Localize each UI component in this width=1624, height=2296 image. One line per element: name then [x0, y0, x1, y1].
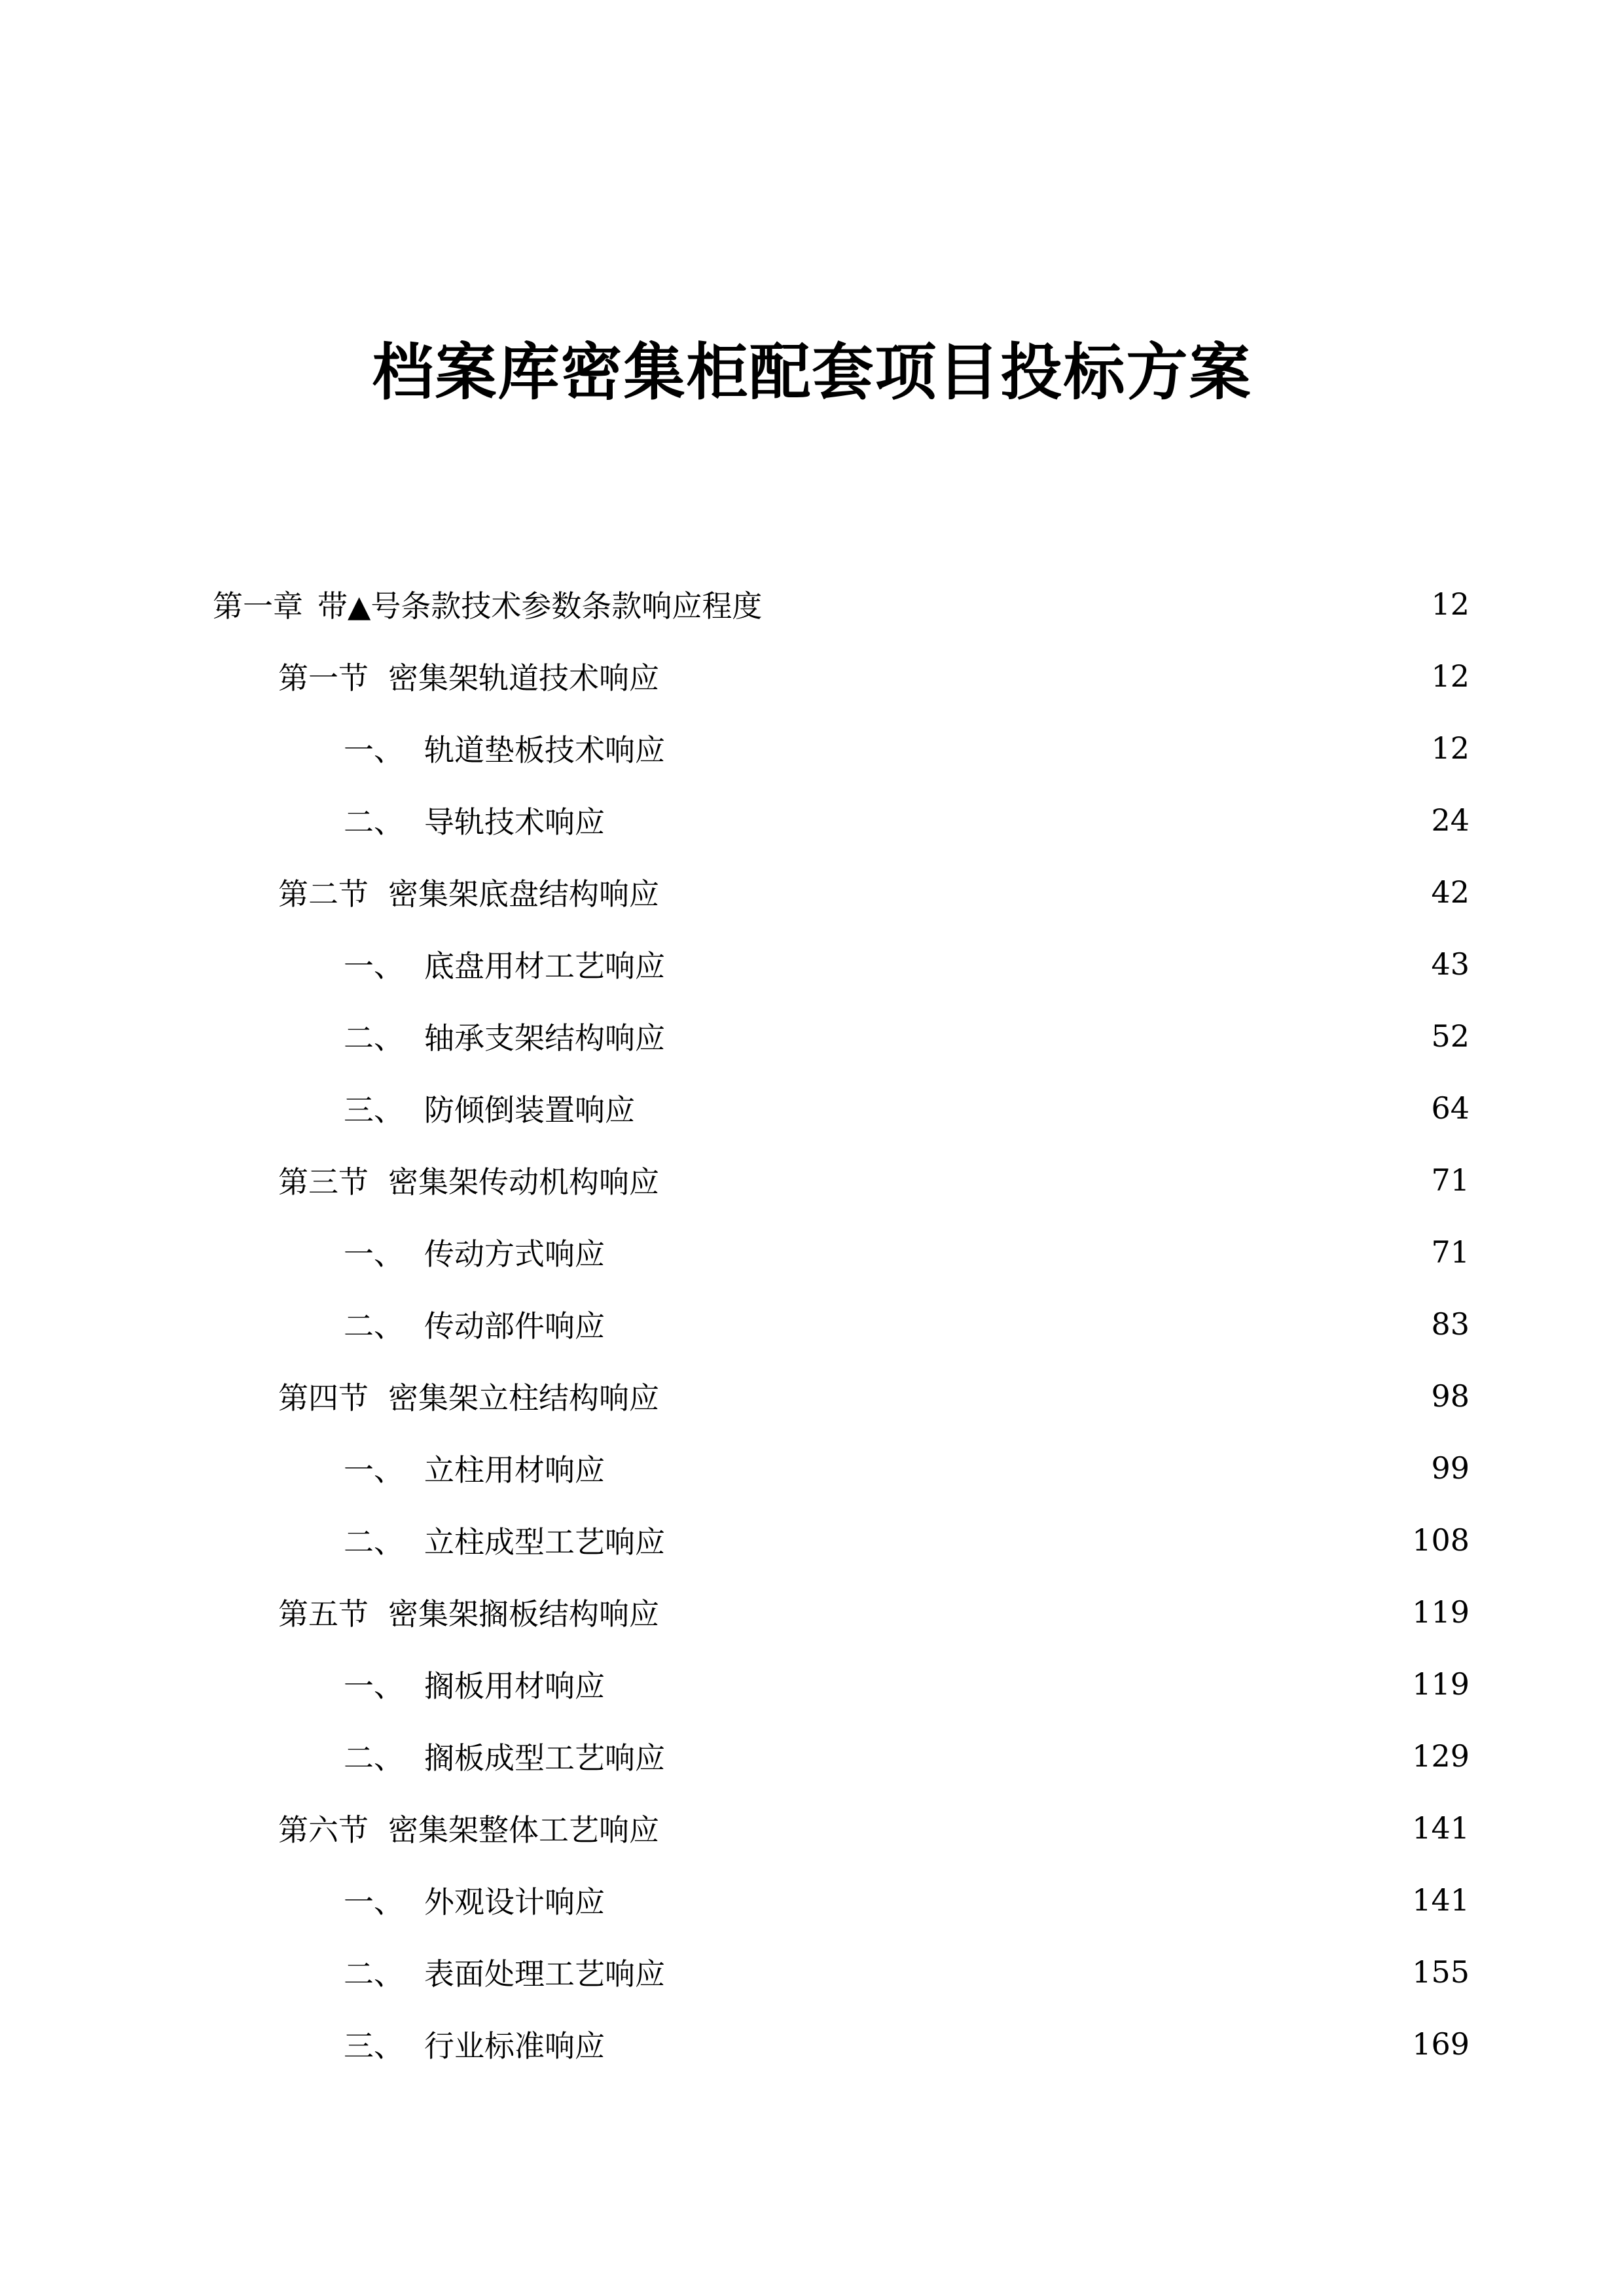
toc-dot-leader — [672, 1964, 1398, 1994]
toc-entry-number: 第一节 — [278, 660, 369, 696]
document-title: 档案库密集柜配套项目投标方案 — [372, 337, 1252, 408]
toc-entry[interactable] — [0, 2008, 1624, 2080]
toc-dot-leader — [666, 1388, 1416, 1418]
toc-entry-number: 二、 — [344, 804, 404, 840]
toc-page-number: 99 — [1431, 1450, 1470, 1486]
toc-entry-number: 一、 — [344, 1236, 404, 1272]
toc-page-number: 141 — [1412, 1882, 1470, 1918]
toc-page-number: 71 — [1431, 1234, 1470, 1270]
toc-dot-leader — [768, 596, 1416, 626]
toc-entry-number: 二、 — [344, 1308, 404, 1344]
toc-page-number: 12 — [1431, 730, 1470, 766]
toc-entry-number: 二、 — [344, 1524, 404, 1560]
toc-dot-leader — [666, 884, 1416, 914]
toc-page-number: 129 — [1412, 1738, 1470, 1774]
toc-entry-title: 传动方式响应 — [424, 1236, 605, 1272]
toc-entry-number: 一、 — [344, 948, 404, 984]
toc-entry-title: 底盘用材工艺响应 — [424, 948, 665, 984]
toc-entry[interactable] — [0, 1072, 1624, 1144]
toc-entry[interactable] — [0, 1648, 1624, 1720]
toc-entry-number: 二、 — [344, 1020, 404, 1056]
toc-page-number: 71 — [1431, 1162, 1470, 1198]
toc-page-number: 83 — [1431, 1306, 1470, 1342]
toc-dot-leader — [611, 1892, 1398, 1922]
toc-entry-title: 行业标准响应 — [424, 2028, 605, 2064]
toc-entry-title: 搁板用材响应 — [424, 1668, 605, 1704]
toc-entry[interactable] — [0, 1864, 1624, 1936]
toc-dot-leader — [611, 1676, 1398, 1706]
toc-entry-number: 第二节 — [278, 876, 369, 912]
toc-entry-title: 密集架整体工艺响应 — [388, 1812, 659, 1848]
toc-entry-title: 密集架传动机构响应 — [388, 1164, 659, 1200]
toc-page-number: 64 — [1431, 1090, 1470, 1126]
toc-entry-title: 带▲号条款技术参数条款响应程度 — [317, 588, 763, 624]
toc-entry-number: 第三节 — [278, 1164, 369, 1200]
toc-page-number: 12 — [1431, 586, 1470, 622]
toc-entry-number: 三、 — [344, 1092, 404, 1128]
toc-page-number: 119 — [1412, 1666, 1470, 1702]
toc-entry-number: 第六节 — [278, 1812, 369, 1848]
toc-dot-leader — [666, 668, 1416, 698]
toc-entry-title: 立柱成型工艺响应 — [424, 1524, 665, 1560]
toc-dot-leader — [672, 1532, 1398, 1562]
table-of-contents — [0, 568, 1624, 2080]
toc-dot-leader — [672, 956, 1416, 986]
toc-dot-leader — [672, 1028, 1416, 1058]
toc-entry[interactable] — [0, 1576, 1624, 1648]
toc-dot-leader — [666, 1172, 1416, 1202]
toc-entry[interactable] — [0, 712, 1624, 784]
toc-entry[interactable] — [0, 1792, 1624, 1864]
toc-entry-number: 一、 — [344, 732, 404, 768]
toc-entry-title: 导轨技术响应 — [424, 804, 605, 840]
toc-entry-title: 传动部件响应 — [424, 1308, 605, 1344]
toc-page-number: 119 — [1412, 1594, 1470, 1630]
toc-entry-number: 二、 — [344, 1956, 404, 1992]
toc-entry-title: 外观设计响应 — [424, 1884, 605, 1920]
toc-dot-leader — [611, 2036, 1398, 2066]
toc-page-number: 141 — [1412, 1810, 1470, 1846]
toc-entry[interactable] — [0, 1432, 1624, 1504]
toc-dot-leader — [666, 1604, 1398, 1634]
toc-entry-title: 防倾倒装置响应 — [424, 1092, 635, 1128]
toc-entry-title: 轴承支架结构响应 — [424, 1020, 665, 1056]
toc-entry[interactable] — [0, 856, 1624, 928]
toc-page-number: 108 — [1412, 1522, 1470, 1558]
toc-entry-number: 第五节 — [278, 1596, 369, 1632]
toc-page-number: 169 — [1412, 2026, 1470, 2062]
toc-entry[interactable] — [0, 1360, 1624, 1432]
toc-entry[interactable] — [0, 1216, 1624, 1288]
toc-entry-number: 一、 — [344, 1668, 404, 1704]
toc-page-number: 42 — [1431, 874, 1470, 910]
toc-entry[interactable] — [0, 1720, 1624, 1792]
toc-entry-number: 三、 — [344, 2028, 404, 2064]
toc-page-number: 155 — [1412, 1954, 1470, 1990]
toc-entry[interactable] — [0, 640, 1624, 712]
toc-entry[interactable] — [0, 1288, 1624, 1360]
toc-entry[interactable] — [0, 1000, 1624, 1072]
toc-page-number: 12 — [1431, 658, 1470, 694]
toc-entry[interactable] — [0, 1936, 1624, 2008]
toc-entry-title: 密集架轨道技术响应 — [388, 660, 659, 696]
toc-dot-leader — [611, 1244, 1416, 1274]
toc-entry[interactable] — [0, 928, 1624, 1000]
toc-dot-leader — [611, 1460, 1416, 1490]
toc-entry[interactable] — [0, 1144, 1624, 1216]
toc-entry-title: 搁板成型工艺响应 — [424, 1740, 665, 1776]
toc-entry-title: 轨道垫板技术响应 — [424, 732, 665, 768]
toc-dot-leader — [611, 1316, 1416, 1346]
toc-entry-title: 表面处理工艺响应 — [424, 1956, 665, 1992]
toc-page-number: 52 — [1431, 1018, 1470, 1054]
toc-entry-number: 第一章 — [213, 588, 303, 624]
toc-page-number: 43 — [1431, 946, 1470, 982]
toc-entry[interactable] — [0, 784, 1624, 856]
toc-entry-title: 密集架立柱结构响应 — [388, 1380, 659, 1416]
toc-entry-title: 密集架搁板结构响应 — [388, 1596, 659, 1632]
toc-dot-leader — [666, 1820, 1398, 1850]
toc-entry-title: 密集架底盘结构响应 — [388, 876, 659, 912]
toc-page-number: 98 — [1431, 1378, 1470, 1414]
toc-dot-leader — [672, 1748, 1398, 1778]
toc-page-number: 24 — [1431, 802, 1470, 838]
toc-entry-number: 第四节 — [278, 1380, 369, 1416]
toc-entry-number: 一、 — [344, 1884, 404, 1920]
toc-entry-number: 一、 — [344, 1452, 404, 1488]
toc-entry[interactable] — [0, 1504, 1624, 1576]
toc-entry-number: 二、 — [344, 1740, 404, 1776]
toc-dot-leader — [611, 812, 1416, 842]
toc-entry-title: 立柱用材响应 — [424, 1452, 605, 1488]
toc-dot-leader — [672, 740, 1416, 770]
toc-dot-leader — [641, 1100, 1416, 1130]
toc-entry[interactable] — [0, 568, 1624, 640]
